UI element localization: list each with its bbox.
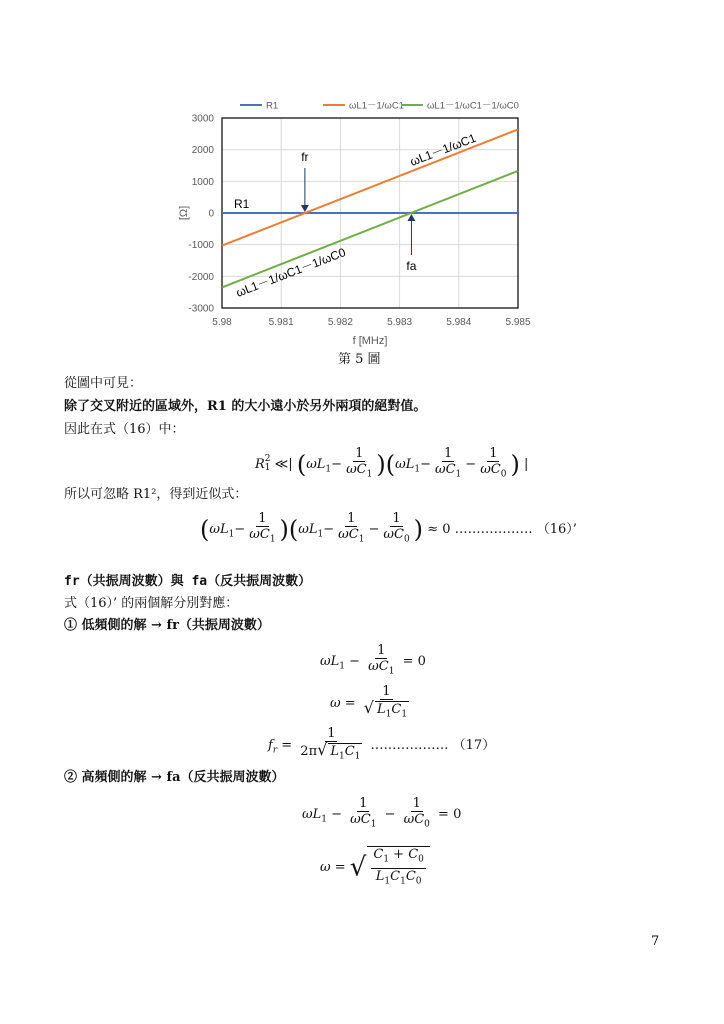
equation-omega-r: ω = $\frac{1}{√ L_1C_1}$ xyxy=(330,684,413,723)
y-tick-label: 1000 xyxy=(191,176,214,188)
legend-label-1: ωL1－1/ωC1 xyxy=(349,100,404,112)
equation-17: $f_r$ = $\frac{1}{2\pi√ L_1C_1}$ ……………… （17） xyxy=(268,726,495,765)
eq-much-less-sign: ≪| xyxy=(274,456,293,472)
fa-arrow-head xyxy=(407,214,415,221)
paragraph-therefore: 因此在式（16）中： xyxy=(64,422,185,437)
fr-label: fr xyxy=(301,150,309,164)
equation-r1-comparison: R 2 1 ≪| ($\omega L_1-$ $\frac{1}{\omega C_1}$ )($\omega L_1-$ $\frac{1}{\omega C_1}$ − $\frac{1}{\omega C_0}$ ) | xyxy=(255,446,529,480)
y-tick-label: 2000 xyxy=(191,145,214,157)
y-axis-label: [Ω] xyxy=(178,205,190,221)
y-tick-label: -1000 xyxy=(188,240,214,252)
y-tick-label: 0 xyxy=(208,208,214,220)
list-item-low-freq: ① 低頻側的解 → fr（共振周波數） xyxy=(64,618,270,633)
fa-label: fa xyxy=(406,259,417,273)
heading-fr-fa: fr（共振周波數）與 fa（反共振周波數） xyxy=(64,574,312,589)
x-tick-label: 5.981 xyxy=(268,317,294,328)
x-tick-label: 5.985 xyxy=(505,317,531,328)
equation-antiresonance-condition: $\omega L_1$ − $\frac{1}{\omega C_1}$ − $\frac{1}{\omega C_0}$ = 0 xyxy=(302,796,462,830)
x-tick-label: 5.98 xyxy=(212,317,232,328)
x-tick-label: 5.982 xyxy=(327,317,353,328)
r1-label: R1 xyxy=(234,197,250,211)
y-tick-label: -3000 xyxy=(188,303,214,315)
paragraph-ignore-r1: 所以可忽略 R1²，得到近似式： xyxy=(64,487,248,502)
y-tick-label: 3000 xyxy=(191,113,214,125)
legend-label-2: ωL1－1/ωC1－1/ωC0 xyxy=(427,100,519,112)
x-axis-label: f [MHz] xyxy=(352,335,388,347)
resonance-chart xyxy=(0,0,724,360)
equation-omega-a: ω = √ $\frac{C_1 + C_0}{L_1C_1C_0}$ xyxy=(320,846,430,889)
equation-16-prime: ($\omega L_1-$ $\frac{1}{\omega C_1}$ )($\omega L_1-$ $\frac{1}{\omega C_1}$ − $\frac{1}{\omega C_0}$ ) ≈ 0 ……………… （16）’ xyxy=(200,511,577,545)
figure-caption: 第 5 圖 xyxy=(338,352,381,367)
legend-label-0: R1 xyxy=(266,100,279,112)
eq-r-symbol: R xyxy=(255,456,265,472)
eq16-tail: ≈ 0 ……………… （16）’ xyxy=(427,521,577,537)
y-tick-label: -2000 xyxy=(188,271,214,283)
paragraph-key-point: 除了交叉附近的區域外，R1 的大小遠小於另外兩項的絕對值。 xyxy=(64,399,427,414)
x-tick-label: 5.984 xyxy=(446,317,472,328)
x-tick-label: 5.983 xyxy=(387,317,413,328)
paragraph-two-solutions: 式（16）’ 的兩個解分別對應： xyxy=(64,596,239,611)
paragraph-observation: 從圖中可見： xyxy=(64,376,143,391)
green-curve-label: ωL1－1/ωC1－1/ωC0 xyxy=(234,245,348,300)
list-item-high-freq: ② 高頻側的解 → fa（反共振周波數） xyxy=(64,770,285,785)
eq17-tail: ……………… （17） xyxy=(370,737,496,753)
page-number: 7 xyxy=(651,934,660,949)
orange-curve-label: ωL1－1/ωC1 xyxy=(408,130,478,169)
equation-resonance-condition: $\omega L_1$ − $\frac{1}{\omega C_1}$ = 0 xyxy=(320,643,426,677)
